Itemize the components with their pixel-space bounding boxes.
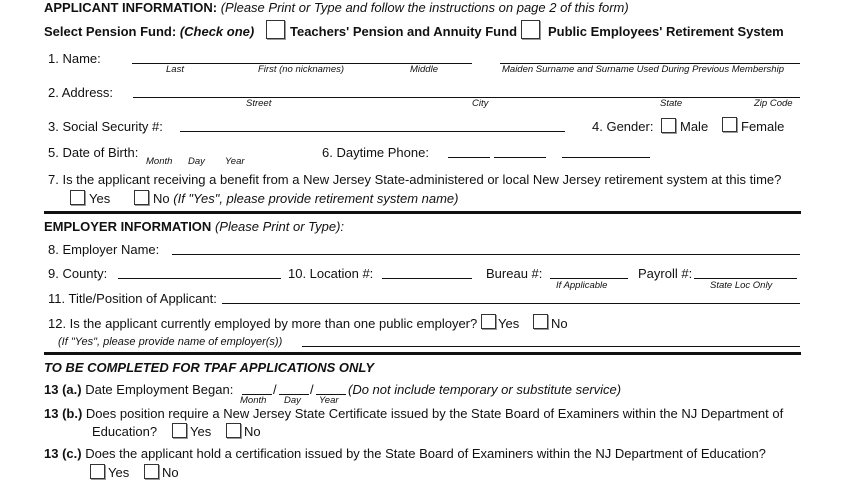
q13b-no-checkbox[interactable] <box>226 423 241 438</box>
zip-sub: Zip Code <box>754 98 793 109</box>
address-field[interactable] <box>133 97 800 98</box>
q7-note: (If "Yes", please provide retirement system name) <box>173 191 459 206</box>
phone-area-field[interactable] <box>448 157 490 158</box>
other-employer-field[interactable] <box>302 346 800 347</box>
state-loc-sub: State Loc Only <box>710 280 773 291</box>
section-divider-2 <box>44 352 801 355</box>
q13a-num: 13 (a.) <box>44 382 82 397</box>
q12-note: (If "Yes", please provide name of employer(s)) <box>58 336 283 348</box>
gender-label: 4. Gender: <box>592 119 654 134</box>
q13b-line: 13 (b.) Does position require a New Jersey State Certificate issued by the State Board of Examiners within the NJ Department of <box>44 406 784 421</box>
q12-yes-checkbox[interactable] <box>481 314 496 329</box>
phone-number-field[interactable] <box>562 157 650 158</box>
female-checkbox[interactable] <box>722 117 737 132</box>
q7-no-label: No (If "Yes", please provide retirement system name) <box>153 191 459 206</box>
q12-yes-label: Yes <box>498 316 520 331</box>
first-sub: First (no nicknames) <box>258 64 345 75</box>
name-label: 1. Name: <box>48 51 101 66</box>
dob-day-sub: Day <box>188 156 205 167</box>
employer-name-field[interactable] <box>172 254 800 255</box>
pers-label: Public Employees' Retirement System <box>548 24 784 39</box>
ssn-label: 3. Social Security #: <box>48 119 163 134</box>
q13c-num: 13 (c.) <box>44 446 82 461</box>
maiden-sub: Maiden Surname and Surname Used During Previous Membership <box>502 64 784 75</box>
q13c-no-checkbox[interactable] <box>144 464 159 479</box>
street-sub: Street <box>246 98 272 109</box>
q13c-line: 13 (c.) Does the applicant hold a certification issued by the State Board of Examiners within the NJ Department of Education? <box>44 446 766 461</box>
dob-month-sub: Month <box>146 156 173 167</box>
location-field[interactable] <box>382 278 472 279</box>
q13b-yes-checkbox[interactable] <box>172 423 187 438</box>
if-applicable-sub: If Applicable <box>556 280 608 291</box>
title-label: 11. Title/Position of Applicant: <box>48 291 217 306</box>
location-label: 10. Location #: <box>288 266 374 281</box>
q12-no-checkbox[interactable] <box>533 314 548 329</box>
male-label: Male <box>680 119 709 134</box>
employer-heading-note: (Please Print or Type): <box>214 219 345 234</box>
q12-text: 12. Is the applicant currently employed by more than one public employer? <box>48 316 478 331</box>
q13b-cont: Education? <box>92 424 158 439</box>
middle-sub: Middle <box>410 64 438 75</box>
employer-heading: EMPLOYER INFORMATION (Please Print or Type): <box>44 219 345 234</box>
male-checkbox[interactable] <box>661 118 676 133</box>
q13b-yes-label: Yes <box>190 424 212 439</box>
tpaf-checkbox[interactable] <box>266 20 285 39</box>
dob-label: 5. Date of Birth: <box>48 145 139 160</box>
payroll-field[interactable] <box>694 278 797 279</box>
state-sub: State <box>660 98 683 109</box>
q7-yes-checkbox[interactable] <box>70 190 85 205</box>
last-sub: Last <box>166 64 184 75</box>
section-divider <box>44 211 801 214</box>
tpaf-heading: TO BE COMPLETED FOR TPAF APPLICATIONS ONLY <box>44 360 375 375</box>
city-sub: City <box>472 98 489 109</box>
q7-no-checkbox[interactable] <box>134 190 149 205</box>
bureau-field[interactable] <box>550 278 628 279</box>
check-one-note: (Check one) <box>179 24 255 39</box>
q13b-no-label: No <box>244 424 261 439</box>
q12-no-label: No <box>551 316 568 331</box>
q13a-line: 13 (a.) Date Employment Began: <box>44 382 234 397</box>
dob-year-sub: Year <box>225 156 245 167</box>
ssn-field[interactable] <box>180 131 565 132</box>
phone-prefix-field[interactable] <box>494 157 546 158</box>
title-field[interactable] <box>222 303 800 304</box>
county-field[interactable] <box>118 278 281 279</box>
bureau-label: Bureau #: <box>486 266 543 281</box>
q13c-no-label: No <box>162 465 179 480</box>
q13c-yes-label: Yes <box>108 465 130 480</box>
county-label: 9. County: <box>48 266 108 281</box>
employer-name-label: 8. Employer Name: <box>48 242 160 257</box>
select-fund-label: Select Pension Fund: (Check one) <box>44 24 255 39</box>
q13a-day-sub: Day <box>284 395 301 406</box>
q13b-num: 13 (b.) <box>44 406 83 421</box>
q13a-note: (Do not include temporary or substitute service) <box>348 382 622 397</box>
q13a-year-sub: Year <box>319 395 339 406</box>
phone-label: 6. Daytime Phone: <box>322 145 429 160</box>
address-label: 2. Address: <box>48 85 114 100</box>
q13c-yes-checkbox[interactable] <box>90 464 105 479</box>
applicant-heading: APPLICANT INFORMATION: (Please Print or Type and follow the instructions on page 2 of this form) <box>44 0 629 15</box>
applicant-heading-note: (Please Print or Type and follow the instructions on page 2 of this form) <box>220 0 629 15</box>
q7-yes-label: Yes <box>89 191 111 206</box>
payroll-label: Payroll #: <box>638 266 693 281</box>
q13a-month-sub: Month <box>240 395 267 406</box>
pers-checkbox[interactable] <box>521 20 540 39</box>
female-label: Female <box>741 119 785 134</box>
tpaf-label: Teachers' Pension and Annuity Fund <box>290 24 518 39</box>
q7-text: 7. Is the applicant receiving a benefit from a New Jersey State-administered or local New Jersey retirement system at this time? <box>48 172 782 187</box>
